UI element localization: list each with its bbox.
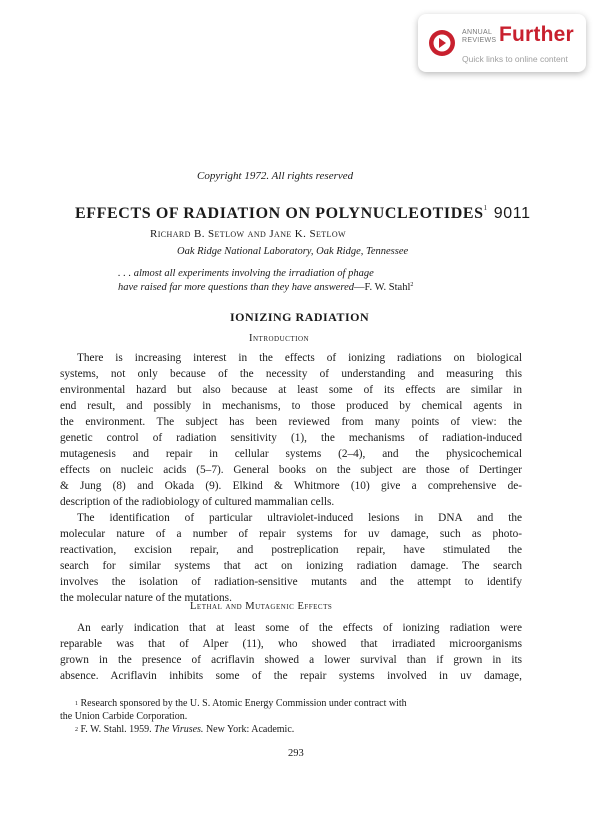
subsection-heading-introduction: Introduction	[249, 333, 310, 344]
footnote-1-mark: 1	[75, 701, 78, 707]
text-line: An early indication that at least some of the effects of ionizing radiation were	[77, 622, 522, 634]
text-line: absence. Acriflavin inhibits some of the repair systems involved in uv damage,	[60, 670, 522, 682]
footnote-1-line-1: $^1$ Research sponsored by the U. S. Atomic Energy Commission under contract with	[75, 698, 407, 709]
text-line: involves the isolation of radiation-sensitive mutants and the attempt to identify	[60, 576, 522, 588]
text-line: the environment. The subject has been reviewed from many points of view: the	[60, 416, 522, 428]
subsection-heading-lethal-mutagenic: Lethal and Mutagenic Effects	[190, 601, 333, 612]
text-line: the molecular nature of the mutations.	[60, 592, 232, 604]
text-line: end result, and possibly in mechanisms, to those produced by chemical agents in	[60, 400, 522, 412]
epigraph-quote: have raised far more questions than they have answered	[118, 282, 355, 293]
article-number: 9011	[493, 205, 531, 222]
text-line: mutagenesis and repair in cellular systems (2–4), and the physicochemical	[60, 448, 522, 460]
footnote-1-line-2: the Union Carbide Corporation.	[60, 711, 188, 722]
epigraph-footnote-mark: 2	[410, 282, 414, 288]
quick-links-tagline: Quick links to online content	[462, 54, 568, 64]
affiliation: Oak Ridge National Laboratory, Oak Ridge, Tennessee	[177, 246, 409, 257]
text-line: grown in the presence of acriflavin showed a lower survival than if grown in its	[60, 654, 522, 666]
text-line: There is increasing interest in the effects of ionizing radiations on biological	[77, 352, 522, 364]
text-line: description of the radiobiology of cultured mammalian cells.	[60, 496, 335, 508]
text-line: The identification of particular ultraviolet-induced lesions in DNA and the	[77, 512, 522, 524]
further-brand: Further	[499, 23, 574, 46]
section-heading-ionizing: IONIZING RADIATION	[230, 310, 370, 324]
authors: Richard B. Setlow and Jane K. Setlow	[150, 228, 346, 240]
annual-reviews-logo-icon	[428, 29, 456, 57]
title-footnote-mark: 1	[483, 204, 488, 212]
text-line: systems, not only because of the necessity of understanding and measuring this	[60, 368, 522, 380]
article-title-text: EFFECTS OF RADIATION ON POLYNUCLEOTIDES	[75, 205, 484, 222]
footnote-2-mark: 2	[75, 727, 78, 733]
text-line: reactivation, excision repair, and postreplication repair, have stimulated the	[60, 544, 522, 556]
epigraph-attribution: —F. W. Stahl	[354, 282, 411, 293]
footnote-2-book-title: The Viruses.	[154, 724, 204, 735]
text-line: & Jung (8) and Okada (9). Elkind & Whitmore (10) give a comprehensive de-	[60, 480, 522, 492]
page-number: 293	[288, 748, 304, 759]
text-line: reparable was that of Alper (11), who showed that irradiated microorganisms	[60, 638, 522, 650]
annual-reviews-further-badge[interactable]	[418, 14, 586, 72]
copyright-notice: Copyright 1972. All rights reserved	[197, 170, 354, 182]
text-line: search for similar systems that act on ionizing radiation damage. The search	[60, 560, 522, 572]
footnote-2: $^2$ F. W. Stahl. 1959. The Viruses. New York: Academic.	[75, 724, 295, 735]
text-line: molecular nature of a number of repair systems for uv damage, such as photo-	[60, 528, 522, 540]
publisher-name: ANNUAL REVIEWS	[462, 29, 497, 44]
text-line: genetic control of radiation sensitivity (1), the mechanisms of radiation-induced	[60, 432, 522, 444]
text-line: effects on nucleic acids (5–7). General books on the subject are those of Dertinger	[60, 464, 522, 476]
epigraph-line-1: . . . almost all experiments involving the irradiation of phage	[118, 268, 374, 279]
article-title	[75, 205, 531, 223]
epigraph-line-2	[118, 282, 413, 293]
text-line: environmental hazard but also because at least some of its effects are similar in	[60, 384, 522, 396]
